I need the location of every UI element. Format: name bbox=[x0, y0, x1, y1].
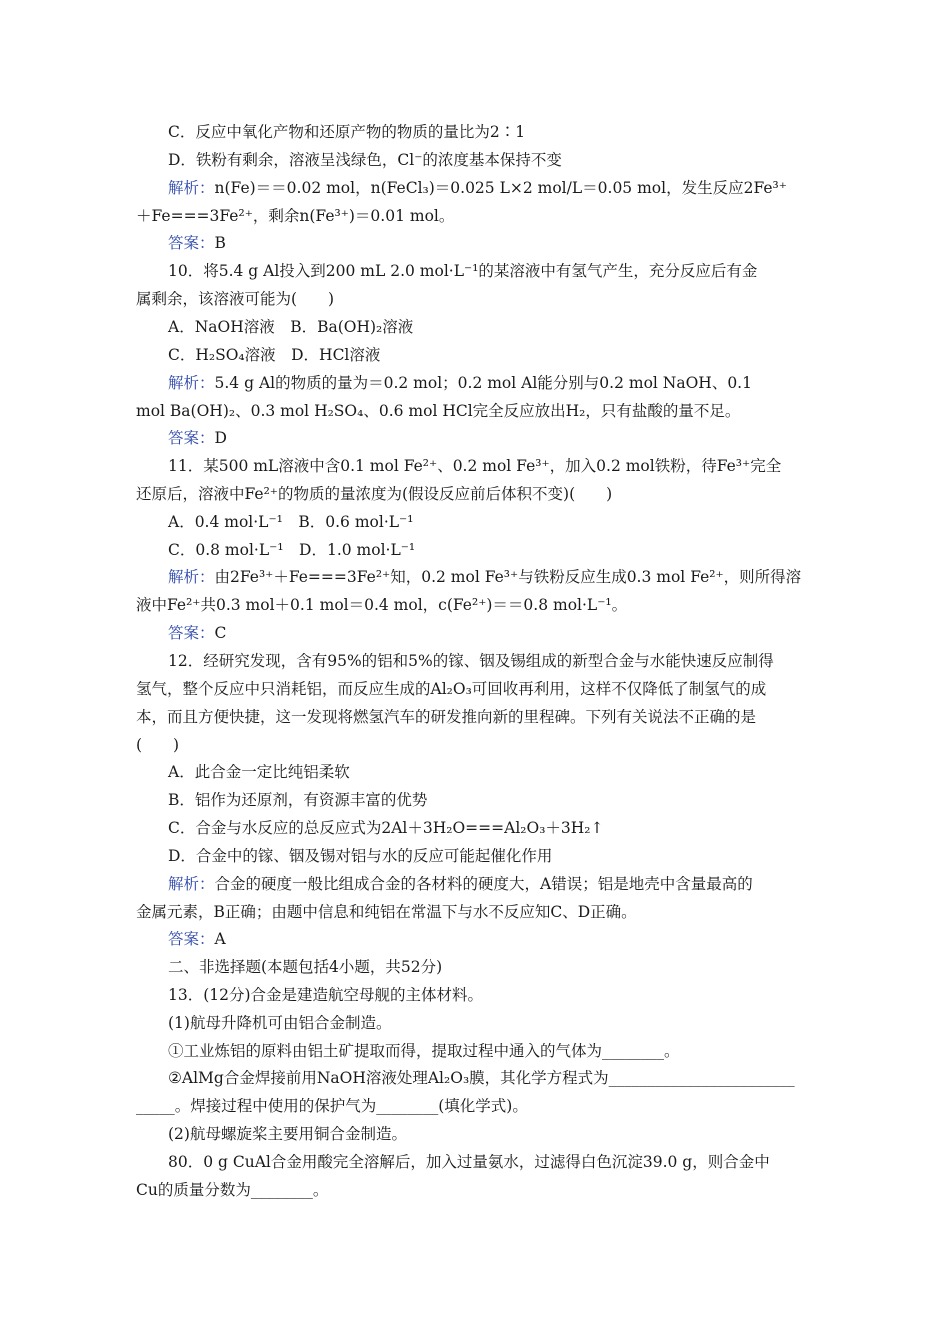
q12-option-c: C．合金与水反应的总反应式为2Al＋3H₂O===Al₂O₃＋3H₂↑ bbox=[168, 819, 604, 837]
q13-stem: 13．(12分)合金是建造航空母舰的主体材料。 bbox=[168, 986, 484, 1004]
q9-analysis-line-1 bbox=[168, 178, 787, 198]
q11-analysis-line-2: 液中Fe²⁺共0.3 mol＋0.1 mol＝0.4 mol，c(Fe²⁺)＝＝0.8 mol·L⁻¹。 bbox=[136, 596, 628, 614]
analysis-label: 解析： bbox=[168, 568, 215, 586]
q11-analysis-line-1 bbox=[168, 567, 801, 587]
q12-stem-line-3: 本，而且方便快捷，这一发现将燃氢汽车的研发推向新的里程碑。下列有关说法不正确的是 bbox=[136, 708, 757, 726]
answer-label: 答案： bbox=[168, 429, 215, 447]
q12-analysis-line-2: 金属元素，B正确；由题中信息和纯铝在常温下与水不反应知C、D正确。 bbox=[136, 903, 637, 921]
analysis-label: 解析： bbox=[168, 374, 215, 392]
q12-stem-line-4: ( ) bbox=[136, 736, 180, 754]
q10-stem-line-2: 属剩余，该溶液可能为( ) bbox=[136, 290, 335, 308]
q11-options-cd: C．0.8 mol·L⁻¹ D．1.0 mol·L⁻¹ bbox=[168, 541, 416, 559]
q12-answer bbox=[168, 929, 226, 949]
q12-answer-value: A bbox=[214, 930, 226, 948]
q11-options-ab: A．0.4 mol·L⁻¹ B．0.6 mol·L⁻¹ bbox=[168, 513, 414, 531]
answer-label: 答案： bbox=[168, 624, 215, 642]
q11-stem-line-2: 还原后，溶液中Fe²⁺的物质的量浓度为(假设反应前后体积不变)( ) bbox=[136, 485, 613, 503]
q10-analysis-line-1 bbox=[168, 373, 752, 393]
q13-part-2: (2)航母螺旋桨主要用铜合金制造。 bbox=[168, 1125, 407, 1143]
q12-analysis-text-1: 合金的硬度一般比组成合金的各材料的硬度大，A错误；铝是地壳中含量最高的 bbox=[214, 875, 753, 893]
q10-analysis-line-2: mol Ba(OH)₂、0.3 mol H₂SO₄、0.6 mol HCl完全反应放出H₂，只有盐酸的量不足。 bbox=[136, 402, 741, 420]
q10-options-ab: A．NaOH溶液 B．Ba(OH)₂溶液 bbox=[168, 318, 414, 336]
q10-options-cd: C．H₂SO₄溶液 D．HCl溶液 bbox=[168, 346, 381, 364]
q9-analysis-line-2: ＋Fe===3Fe²⁺，剩余n(Fe³⁺)＝0.01 mol。 bbox=[136, 207, 455, 225]
q13-part-2-i-line-1: 80．0 g CuAl合金用酸完全溶解后，加入过量氨水，过滤得白色沉淀39.0 g，则合金中 bbox=[168, 1153, 770, 1171]
q12-stem-line-1: 12．经研究发现，含有95%的铝和5%的镓、铟及锡组成的新型合金与水能快速反应制得 bbox=[168, 652, 774, 670]
q9-answer bbox=[168, 233, 226, 253]
q10-answer bbox=[168, 428, 227, 448]
q9-analysis-text-1: n(Fe)＝＝0.02 mol，n(FeCl₃)＝0.025 L×2 mol/L＝0.05 mol，发生反应2Fe³⁺ bbox=[214, 179, 787, 197]
q9-answer-value: B bbox=[214, 234, 226, 252]
q11-answer bbox=[168, 623, 226, 643]
q11-analysis-text-1: 由2Fe³⁺＋Fe===3Fe²⁺知，0.2 mol Fe³⁺与铁粉反应生成0.3 mol Fe²⁺，则所得溶 bbox=[214, 568, 802, 586]
q9-option-d: D．铁粉有剩余，溶液呈浅绿色，Cl⁻的浓度基本保持不变 bbox=[168, 151, 562, 169]
q11-stem-line-1: 11．某500 mL溶液中含0.1 mol Fe²⁺、0.2 mol Fe³⁺，加入0.2 mol铁粉，待Fe³⁺完全 bbox=[168, 457, 782, 475]
q12-option-d: D．合金中的镓、铟及锡对铝与水的反应可能起催化作用 bbox=[168, 847, 553, 865]
q9-option-c: C．反应中氧化产物和还原产物的物质的量比为2∶1 bbox=[168, 123, 526, 141]
q12-option-b: B．铝作为还原剂，有资源丰富的优势 bbox=[168, 791, 428, 809]
q12-stem-line-2: 氢气，整个反应中只消耗铝，而反应生成的Al₂O₃可回收再利用，这样不仅降低了制氢气的成 bbox=[136, 680, 767, 698]
analysis-label: 解析： bbox=[168, 875, 215, 893]
analysis-label: 解析： bbox=[168, 179, 215, 197]
q10-answer-value: D bbox=[214, 429, 227, 447]
q10-analysis-text-1: 5.4 g Al的物质的量为＝0.2 mol；0.2 mol Al能分别与0.2 mol NaOH、0.1 bbox=[214, 374, 752, 392]
q13-part-2-i-line-2: Cu的质量分数为________。 bbox=[136, 1181, 329, 1199]
q11-answer-value: C bbox=[214, 624, 227, 642]
answer-label: 答案： bbox=[168, 930, 215, 948]
q13-part-1-ii-line-2: _____。焊接过程中使用的保护气为________(填化学式)。 bbox=[136, 1097, 528, 1115]
q12-analysis-line-1 bbox=[168, 874, 753, 894]
section-2-title: 二、非选择题(本题包括4小题，共52分) bbox=[168, 958, 443, 976]
q10-stem-line-1: 10．将5.4 g Al投入到200 mL 2.0 mol·L⁻¹的某溶液中有氢气产生，充分反应后有金 bbox=[168, 262, 758, 280]
q12-option-a: A．此合金一定比纯铝柔软 bbox=[168, 763, 350, 781]
answer-label: 答案： bbox=[168, 234, 215, 252]
q13-part-1-i: ①工业炼铝的原料由铝土矿提取而得，提取过程中通入的气体为________。 bbox=[168, 1042, 680, 1060]
q13-part-1: (1)航母升降机可由铝合金制造。 bbox=[168, 1014, 392, 1032]
q13-part-1-ii-line-1: ②AlMg合金焊接前用NaOH溶液处理Al₂O₃膜，其化学方程式为________________________ bbox=[168, 1069, 795, 1087]
